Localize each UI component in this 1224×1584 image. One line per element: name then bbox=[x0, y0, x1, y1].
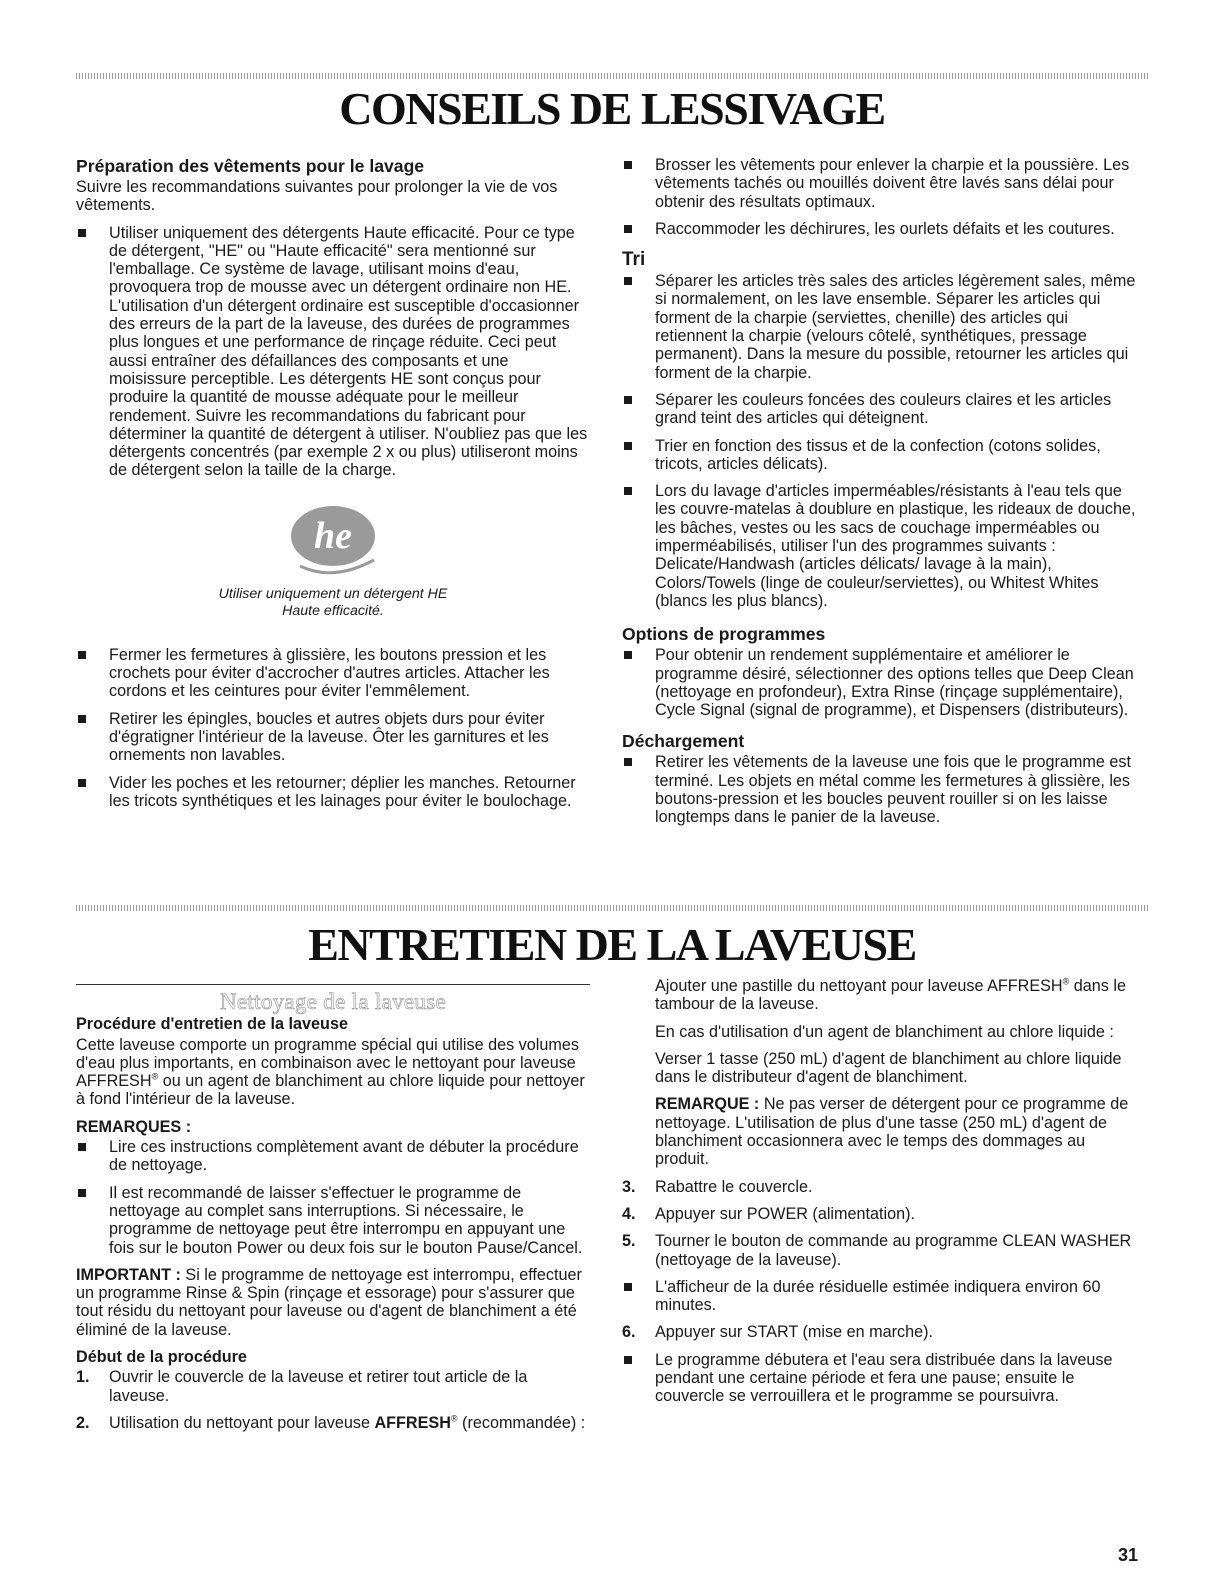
list-item: Retirer les épingles, boucles et autres objets durs pour éviter d'égratigner l'intérieur de la laveuse. Ôter les garnitures et les ornements non lavables. bbox=[76, 710, 590, 765]
list-item: Pour obtenir un rendement supplémentaire et améliorer le programme désiré, sélectionner des options telles que Deep Clean (nettoyage en profondeur), Extra Rinse (rinçage supplémentaire), Cycle Signal (signal de programme), et Dispensers (distributeurs). bbox=[622, 646, 1138, 719]
options-list bbox=[622, 646, 1138, 719]
prep-list-continued bbox=[76, 646, 590, 810]
list-item: Fermer les fermetures à glissière, les boutons pression et les crochets pour éviter d'accrocher d'autres articles. Attacher les cordons et les ceintures pour éviter l'emmêlement. bbox=[76, 646, 590, 701]
important-note bbox=[76, 1266, 590, 1339]
procedure-heading: Procédure d'entretien de la laveuse bbox=[76, 1015, 348, 1034]
registered-mark: ® bbox=[450, 1413, 458, 1424]
he-logo-block bbox=[76, 498, 590, 578]
step-text: Tourner le bouton de commande au programme CLEAN WASHER (nettoyage de la laveuse). bbox=[655, 1232, 1132, 1269]
list-item: Lors du lavage d'articles imperméables/résistants à l'eau tels que les couvre-matelas à doublure en plastique, les rideaux de douche, les bâches, vestes ou les sacs de couchage imperméables ou imperméabilisés, utiliser l'un des programmes suivants : Delicate/Handwash (articles délicats/ lavage à la main), Colors/Towels (linge de couleur/serviettes), ou Whitest Whites (blancs les plus blancs). bbox=[622, 482, 1138, 610]
list-item: Lire ces instructions complètement avant de débuter la procédure de nettoyage. bbox=[76, 1138, 590, 1175]
step-text: Appuyer sur POWER (alimentation). bbox=[655, 1204, 915, 1223]
step-number: 5. bbox=[622, 1232, 636, 1251]
he-caption-line2: Haute efficacité. bbox=[282, 602, 384, 619]
step-number: 3. bbox=[622, 1177, 636, 1196]
step-item bbox=[622, 1178, 1138, 1196]
options-heading: Options de programmes bbox=[622, 624, 826, 645]
unload-heading: Déchargement bbox=[622, 731, 745, 752]
step-text-end: (recommandée) : bbox=[457, 1413, 586, 1432]
step-item bbox=[76, 1368, 590, 1405]
step-text: Utilisation du nettoyant pour laveuse bbox=[109, 1413, 375, 1432]
prep-intro: Suivre les recommandations suivantes pour prolonger la vie de vos vêtements. bbox=[76, 178, 558, 215]
sort-list bbox=[622, 272, 1138, 610]
note-label: REMARQUE : bbox=[655, 1095, 760, 1114]
subsection-rule bbox=[76, 984, 590, 985]
step-text: Ouvrir le couvercle de la laveuse et retirer tout article de la laveuse. bbox=[109, 1368, 528, 1405]
steps-list-left bbox=[76, 1368, 590, 1432]
prep-list bbox=[76, 224, 590, 480]
remarks-label: REMARQUES : bbox=[76, 1117, 192, 1136]
list-item: Il est recommandé de laisser s'effectuer le programme de nettoyage au complet sans interruptions. Si nécessaire, le programme de nettoyage peut être interrompu en appuyant une fois sur le bouton Power ou deux fois sur le bouton Pause/Cancel. bbox=[76, 1184, 590, 1257]
step-item bbox=[622, 1205, 1138, 1223]
maintenance-right-column bbox=[622, 977, 1138, 1415]
step-text: Appuyer sur START (mise en marche). bbox=[655, 1323, 933, 1342]
step-item bbox=[622, 1323, 1138, 1341]
sort-heading: Tri bbox=[622, 249, 646, 271]
registered-mark: ® bbox=[151, 1071, 159, 1082]
list-item: Séparer les articles très sales des articles légèrement sales, même si normalement, on les lave ensemble. Séparer les articles qui forment de la charpie (serviettes, chenille) des articles qui retiennent la charpie (velours côtelé, synthétiques, pressage permanent). Dans la mesure du possible, retourner les articles qui forment de la charpie. bbox=[622, 272, 1138, 382]
laundry-tips-title: CONSEILS DE LESSIVAGE bbox=[339, 83, 885, 134]
list-item: Utiliser uniquement des détergents Haute efficacité. Pour ce type de détergent, "HE" ou "Haute efficacité" sera mentionné sur l'emballage. Ce système de lavage, utilisant moins d'eau, provoquera trop de mousse avec un détergent ordinaire non HE. L'utilisation d'un détergent ordinaire est susceptible d'occasionner des erreurs de la part de la laveuse, des durées de programmes plus longues et une performance de rinçage réduite. Ceci peut aussi entraîner des défaillances des composants et une moisissure perceptible. Les détergents HE sont conçus pour produire la quantité de mousse adéquate pour le meilleur rendement. Suivre les recommandations du fabricant pour déterminer la quantité de détergent à utiliser. N'oubliez pas que les détergents concentrés (par exemple 2 x ou plus) utiliseront moins de détergent selon la taille de la charge. bbox=[76, 224, 590, 480]
procedure-intro-a: Cette laveuse comporte un programme spécial qui utilise des volumes d'eau plus importants, en combinaison avec le nettoyant pour laveuse AFFRESH bbox=[76, 1035, 579, 1091]
prep-list-right bbox=[622, 156, 1138, 238]
unload-list bbox=[622, 753, 1138, 826]
list-item: Trier en fonction des tissus et de la confection (cotons solides, tricots, articles délicats). bbox=[622, 437, 1138, 474]
step-number: 4. bbox=[622, 1204, 636, 1223]
step-text: Rabattre le couvercle. bbox=[655, 1177, 813, 1196]
procedure-intro bbox=[76, 1036, 590, 1109]
step-item bbox=[76, 1414, 590, 1432]
note-text: Ne pas verser de détergent pour ce programme de nettoyage. L'utilisation de plus d'une tasse (250 mL) d'agent de blanchiment occasionnera avec le temps des dommages au produit. bbox=[655, 1095, 1129, 1169]
he-caption bbox=[76, 586, 590, 620]
maintenance-title: ENTRETIEN DE LA LAVEUSE bbox=[308, 919, 916, 970]
top-divider bbox=[76, 73, 1148, 79]
important-text: Si le programme de nettoyage est interrompu, effectuer un programme Rinse & Spin (rinçage et essorage) pour s'assurer que tout résidu du nettoyant pour laveuse ou d'agent de blanchiment a été éliminé de la laveuse. bbox=[76, 1265, 582, 1339]
middle-divider bbox=[76, 905, 1148, 911]
affresh-text-a: Ajouter une pastille du nettoyant pour laveuse AFFRESH bbox=[655, 977, 1063, 995]
laundry-right-column bbox=[622, 156, 1138, 836]
list-item: Raccommoder les déchirures, les ourlets défaits et les coutures. bbox=[622, 220, 1138, 238]
list-item: Séparer les couleurs foncées des couleurs claires et les articles grand teint des articles qui déteignent. bbox=[622, 391, 1138, 428]
prep-heading: Préparation des vêtements pour le lavage bbox=[76, 156, 425, 176]
bleach-pour: Verser 1 tasse (250 mL) d'agent de blanchiment au chlore liquide dans le distributeur d'agent de blanchiment. bbox=[655, 1049, 1122, 1087]
maintenance-left-column bbox=[76, 984, 590, 1441]
procedure-intro-b: ou un agent de blanchiment au chlore liquide pour nettoyer à fond l'intérieur de la laveuse. bbox=[76, 1072, 585, 1109]
list-item: Brosser les vêtements pour enlever la charpie et la poussière. Les vêtements tachés ou mouillés doivent être lavés sans délai pour obtenir des résultats optimaux. bbox=[622, 156, 1138, 211]
step-number: 6. bbox=[622, 1323, 636, 1342]
list-item: Vider les poches et les retourner; déplier les manches. Retourner les tricots synthétiques et les lainages pour éviter le boulochage. bbox=[76, 774, 590, 811]
start-heading: Début de la procédure bbox=[76, 1348, 247, 1367]
bleach-intro: En cas d'utilisation d'un agent de blanchiment au chlore liquide : bbox=[655, 1022, 1114, 1041]
steps-list-right bbox=[622, 1178, 1138, 1406]
list-item: Retirer les vêtements de la laveuse une fois que le programme est terminé. Les objets en métal comme les fermetures à glissière, les boutons-pression et les boucles peuvent rouiller si on les laisse longtemps dans le panier de la laveuse. bbox=[622, 753, 1138, 826]
registered-mark: ® bbox=[1062, 976, 1070, 987]
cleaning-subheading: Nettoyage de la laveuse bbox=[220, 989, 446, 1014]
affresh-instructions bbox=[622, 977, 1138, 1169]
list-item: Le programme débutera et l'eau sera distribuée dans la laveuse pendant une certaine période et fera une pause; ensuite le couvercle se verrouillera et le programme se poursuivra. bbox=[622, 1351, 1138, 1406]
affresh-text-b: dans le tambour de la laveuse. bbox=[655, 977, 1126, 1014]
step-number: 2. bbox=[76, 1413, 90, 1432]
he-logo-icon bbox=[278, 498, 388, 578]
step-brand: AFFRESH bbox=[374, 1413, 451, 1432]
step-item bbox=[622, 1232, 1138, 1269]
he-logo-text: he bbox=[314, 514, 352, 557]
page-number: 31 bbox=[1118, 1545, 1139, 1565]
important-label: IMPORTANT : bbox=[76, 1265, 181, 1284]
step-number: 1. bbox=[76, 1368, 90, 1387]
remarks-list bbox=[76, 1138, 590, 1257]
he-caption-line1: Utiliser uniquement un détergent HE bbox=[218, 585, 448, 602]
laundry-left-column bbox=[76, 156, 590, 819]
affresh-text bbox=[655, 977, 1138, 1014]
list-item: L'afficheur de la durée résiduelle estimée indiquera environ 60 minutes. bbox=[622, 1278, 1138, 1315]
bleach-note bbox=[655, 1095, 1138, 1168]
